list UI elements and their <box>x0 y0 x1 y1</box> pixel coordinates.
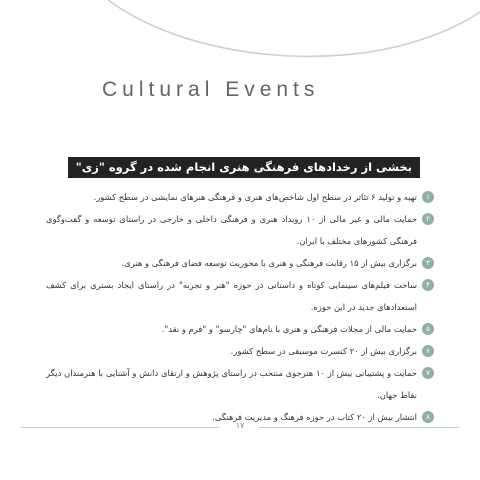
section-heading: بخشی از رخدادهای فرهنگی هنری انجام شده در گروه "زی" <box>68 157 420 178</box>
list-item <box>46 252 434 274</box>
item-number-badge: ۸ <box>422 411 434 423</box>
list-item <box>46 186 434 208</box>
item-text: حمایت و پشتیبانی بیش از ۱۰ هنرجوی منتخب در راستای پژوهش و ارتقای دانش و آشنایی با هنرمندان دیگر نقاط جهان. <box>46 368 417 400</box>
list-item <box>46 208 434 252</box>
item-text: حمایت مالی از مجلات فرهنگی و هنری با نام‌های "چارسو" و "فرم و نقد". <box>161 324 417 334</box>
item-number-badge: ۲ <box>422 213 434 225</box>
list-item <box>46 274 434 318</box>
item-text: برگزاری بیش از ۱۵ رقابت فرهنگی و هنری با محوریت توسعه فضای فرهنگی و هنری. <box>121 258 417 268</box>
item-number-badge: ۳ <box>422 257 434 269</box>
item-text: تهیه و تولید ۶ تئاتر در سطح اول شاخص‌های هنری و فرهنگی هنرهای نمایشی در سطح کشور. <box>93 192 417 202</box>
item-text: ساخت فیلم‌های سینمایی کوتاه و داستانی در حوزه "هنر و تجربه" در راستای ایجاد بستری برای کشف استعدادهای جدید در این حوزه. <box>46 280 417 312</box>
item-number-badge: ۱ <box>422 191 434 203</box>
item-number-badge: ۴ <box>422 279 434 291</box>
item-text: حمایت مالی و غیر مالی از ۱۰ رویداد هنری و فرهنگی داخلی و خارجی در راستای توسعه و گفت‌وگوی فرهنگی کشورهای مختلف با ایران. <box>46 214 417 246</box>
list-item <box>46 362 434 406</box>
cultural-events-list <box>46 186 434 428</box>
page-title: Cultural Events <box>102 78 320 101</box>
list-item <box>46 340 434 362</box>
page-number: ۱۷ <box>235 421 245 430</box>
item-text: انتشار بیش از ۲۰ کتاب در حوزه فرهنگ و مدیریت فرهنگی. <box>212 412 417 422</box>
item-number-badge: ۵ <box>422 323 434 335</box>
list-item <box>46 318 434 340</box>
item-number-badge: ۷ <box>422 367 434 379</box>
item-number-badge: ۶ <box>422 345 434 357</box>
item-text: برگزاری بیش از ۲۰ کنسرت موسیقی در سطح کشور. <box>230 346 417 356</box>
